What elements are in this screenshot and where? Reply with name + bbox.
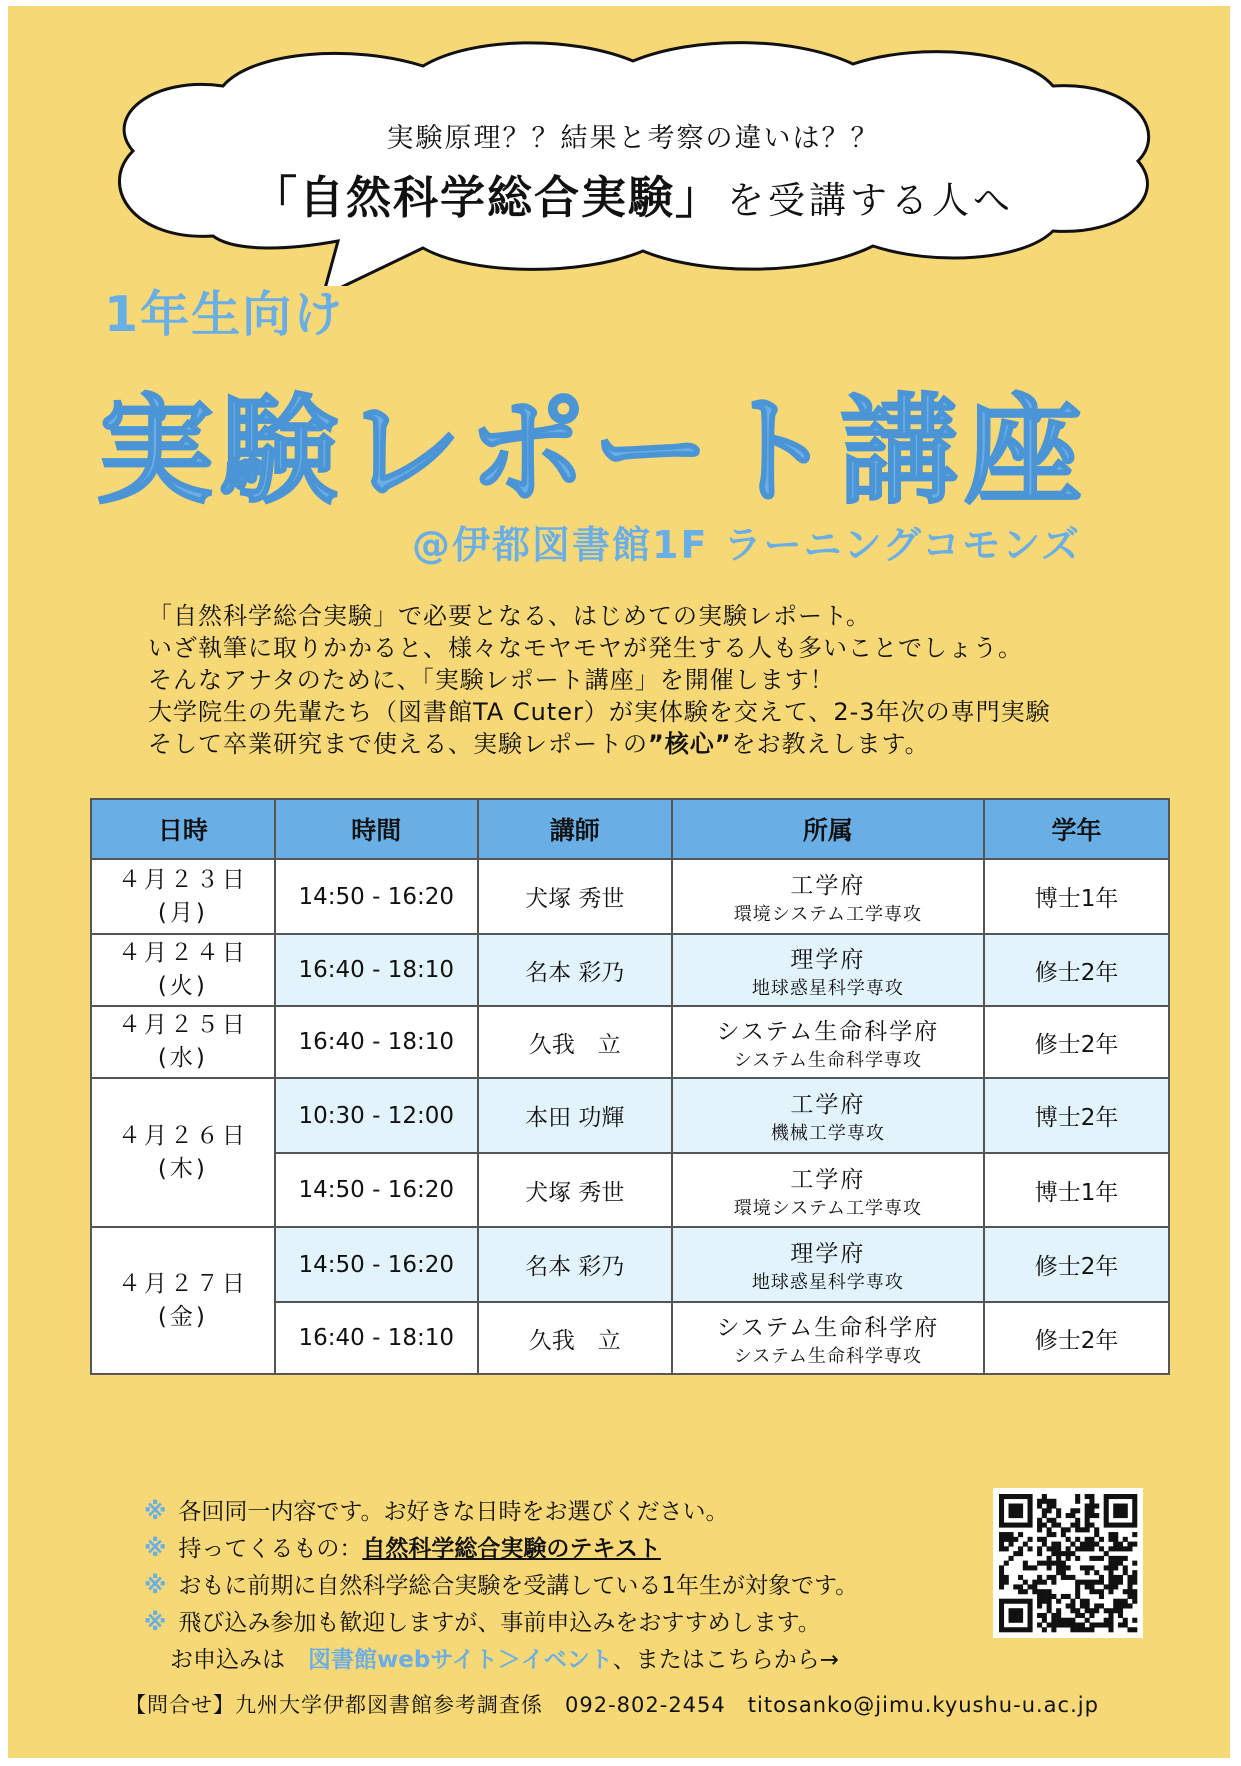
notes bbox=[144, 1494, 858, 1679]
header-date: 日時 bbox=[91, 799, 275, 859]
time-cell: 14:50 - 16:20 bbox=[275, 1227, 478, 1302]
lecturer-cell: 名本 彩乃 bbox=[478, 1227, 672, 1302]
year-cell: 博士1年 bbox=[984, 859, 1169, 934]
year-cell: 修士2年 bbox=[984, 934, 1169, 1006]
intro-line: そして卒業研究まで使える、実験レポートの”核心”をお教えします。 bbox=[148, 730, 930, 758]
table-row bbox=[91, 934, 1169, 1006]
time-cell: 14:50 - 16:20 bbox=[275, 859, 478, 934]
lecturer-cell: 犬塚 秀世 bbox=[478, 859, 672, 934]
intro-text bbox=[148, 600, 1051, 760]
affiliation-cell: 理学府 地球惑星科学専攻 bbox=[672, 934, 984, 1006]
date-cell: ４月２７日 (金) bbox=[91, 1227, 275, 1374]
header-time: 時間 bbox=[275, 799, 478, 859]
contact-info: 【問合せ】九州大学伊都図書館参考調査係 092-802-2454 titosanko@jimu.kyushu-u.ac.jp bbox=[125, 1693, 1099, 1717]
lecturer-cell: 犬塚 秀世 bbox=[478, 1153, 672, 1227]
time-cell: 16:40 - 18:10 bbox=[275, 1302, 478, 1374]
lecturer-cell: 本田 功輝 bbox=[478, 1078, 672, 1153]
cloud-target-rest: を受講する人へ bbox=[727, 179, 1015, 222]
table-header-row bbox=[91, 799, 1169, 859]
year-cell: 修士2年 bbox=[984, 1006, 1169, 1078]
affiliation-cell: システム生命科学府 システム生命科学専攻 bbox=[672, 1302, 984, 1374]
date-cell: ４月２６日 (木) bbox=[91, 1078, 275, 1227]
affiliation-cell: 工学府 環境システム工学専攻 bbox=[672, 1153, 984, 1227]
page-title: 実験レポート講座 bbox=[96, 382, 1089, 520]
time-cell: 14:50 - 16:20 bbox=[275, 1153, 478, 1227]
date-cell: ４月２４日 (火) bbox=[91, 934, 275, 1006]
table-row bbox=[91, 1078, 1169, 1153]
note-item: ※ おもに前期に自然科学総合実験を受講している1年生が対象です。 bbox=[144, 1573, 859, 1599]
year-cell: 修士2年 bbox=[984, 1302, 1169, 1374]
header-affiliation: 所属 bbox=[672, 799, 984, 859]
time-cell: 10:30 - 12:00 bbox=[275, 1078, 478, 1153]
table-row bbox=[91, 859, 1169, 934]
core-emphasis: ”核心” bbox=[648, 730, 732, 758]
table-row bbox=[91, 1227, 1169, 1302]
year-cell: 博士2年 bbox=[984, 1078, 1169, 1153]
textbook-requirement: 自然科学総合実験のテキスト bbox=[362, 1536, 661, 1562]
intro-line: 大学院生の先輩たち（図書館TA Cuter）が実体験を交えて、2-3年次の専門実験 bbox=[148, 698, 1051, 726]
intro-line: いざ執筆に取りかかると、様々なモヤモヤが発生する人も多いことでしょう。 bbox=[148, 634, 1023, 662]
affiliation-cell: 理学府 地球惑星科学専攻 bbox=[672, 1227, 984, 1302]
poster bbox=[8, 6, 1230, 1758]
affiliation-cell: 工学府 環境システム工学専攻 bbox=[672, 859, 984, 934]
header-lecturer: 講師 bbox=[478, 799, 672, 859]
apply-link[interactable]: 図書館webサイト＞イベント bbox=[308, 1647, 613, 1673]
year-cell: 修士2年 bbox=[984, 1227, 1169, 1302]
course-name: 「自然科学総合実験」 bbox=[251, 171, 722, 224]
header-year: 学年 bbox=[984, 799, 1169, 859]
date-cell: ４月２５日 (水) bbox=[91, 1006, 275, 1078]
affiliation-cell: システム生命科学府 システム生命科学専攻 bbox=[672, 1006, 984, 1078]
schedule-table bbox=[90, 798, 1170, 1375]
speech-cloud bbox=[93, 36, 1173, 286]
note-item: ※ 各回同一内容です。お好きな日時をお選びください。 bbox=[144, 1499, 729, 1525]
qr-code-icon bbox=[993, 1488, 1143, 1638]
year-cell: 博士1年 bbox=[984, 1153, 1169, 1227]
intro-line: 「自然科学総合実験」で必要となる、はじめての実験レポート。 bbox=[148, 602, 871, 630]
note-item: ※ 飛び込み参加も歓迎しますが、事前申込みをおすすめします。 bbox=[144, 1610, 821, 1636]
date-cell: ４月２３日 (月) bbox=[91, 859, 275, 934]
apply-line: お申込みは 図書館webサイト＞イベント、またはこちらから→ bbox=[170, 1647, 839, 1673]
intro-line: そんなアナタのために、「実験レポート講座」を開催します！ bbox=[148, 666, 835, 694]
affiliation-cell: 工学府 機械工学専攻 bbox=[672, 1078, 984, 1153]
lecturer-cell: 久我 立 bbox=[478, 1302, 672, 1374]
qr-code[interactable] bbox=[993, 1488, 1143, 1638]
note-item: ※ 持ってくるもの：自然科学総合実験のテキスト bbox=[144, 1536, 661, 1562]
time-cell: 16:40 - 18:10 bbox=[275, 1006, 478, 1078]
lecturer-cell: 久我 立 bbox=[478, 1006, 672, 1078]
grade-label: 1年生向け bbox=[104, 286, 345, 343]
cloud-target bbox=[93, 161, 1173, 226]
venue: @伊都図書館1F ラーニングコモンズ bbox=[412, 523, 1081, 567]
lecturer-cell: 名本 彩乃 bbox=[478, 934, 672, 1006]
time-cell: 16:40 - 18:10 bbox=[275, 934, 478, 1006]
table-row bbox=[91, 1006, 1169, 1078]
cloud-question: 実験原理？？結果と考察の違いは？？ bbox=[386, 123, 880, 154]
